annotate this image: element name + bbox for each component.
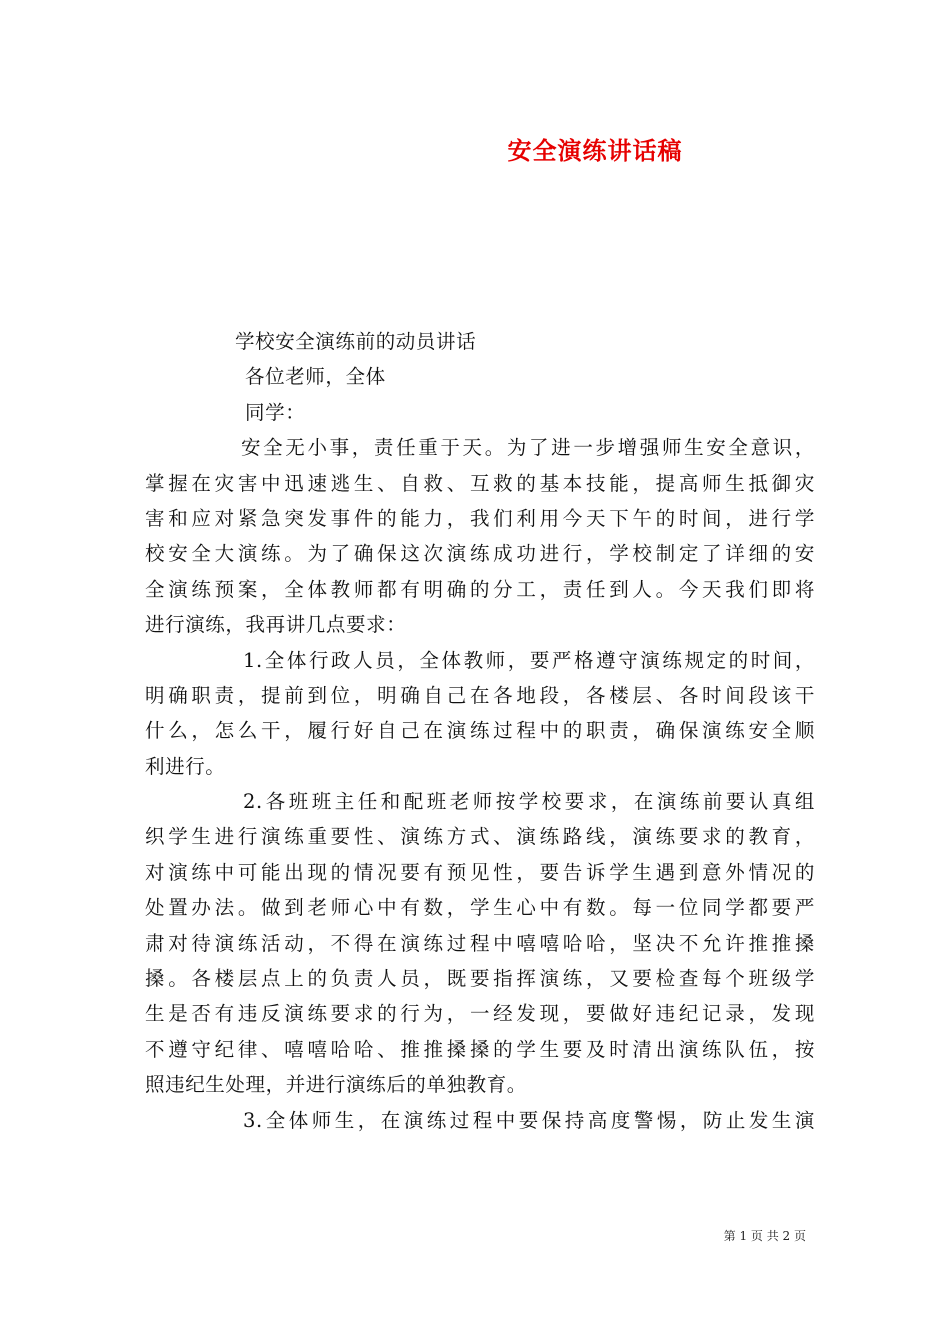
text-line: 搡。各楼层点上的负责人员，既要指挥演练，又要检查每个班级学: [145, 967, 815, 991]
text-line: 照违纪生处理，并进行演练后的单独教育。: [145, 1073, 527, 1097]
text-line: 什么，怎么干，履行好自己在演练过程中的职责，确保演练安全顺: [145, 719, 815, 743]
text-line: 明确职责，提前到位，明确自己在各地段，各楼层、各时间段该干: [145, 683, 815, 707]
text-line: 利进行。: [145, 754, 226, 778]
text-line: 全演练预案，全体教师都有明确的分工，责任到人。今天我们即将: [145, 577, 815, 601]
text-line: 安全无小事，责任重于天。为了进一步增强师生安全意识，: [241, 436, 815, 460]
text-line: 不遵守纪律、嘻嘻哈哈、推推搡搡的学生要及时清出演练队伍，按: [145, 1037, 815, 1061]
text-line: 害和应对紧急突发事件的能力，我们利用今天下午的时间，进行学: [145, 506, 815, 530]
text-line: 织学生进行演练重要性、演练方式、演练路线，演练要求的教育，: [145, 825, 815, 849]
text-line: 生是否有违反演练要求的行为，一经发现，要做好违纪记录，发现: [145, 1002, 815, 1026]
text-line: 肃对待演练活动，不得在演练过程中嘻嘻哈哈，坚决不允许推推搡: [145, 931, 815, 955]
page-footer: 第 1 页 共 2 页: [723, 1229, 806, 1243]
text-line: 掌握在灾害中迅速逃生、自救、互救的基本技能，提高师生抵御灾: [145, 471, 815, 495]
text-line: 处置办法。做到老师心中有数，学生心中有数。每一位同学都要严: [145, 896, 815, 920]
document-title: 安全演练讲话稿: [507, 137, 683, 165]
text-line: 学校安全演练前的动员讲话: [235, 330, 477, 353]
text-line: 各位老师，全体: [245, 365, 386, 389]
text-line: 进行演练，我再讲几点要求：: [145, 613, 407, 637]
text-line: 对演练中可能出现的情况要有预见性，要告诉学生遇到意外情况的: [145, 860, 815, 884]
text-line: 校安全大演练。为了确保这次演练成功进行，学校制定了详细的安: [145, 542, 815, 566]
document-body: [145, 324, 815, 1138]
text-line: 3.全体师生，在演练过程中要保持高度警惕，防止发生演: [243, 1108, 815, 1132]
text-line: 1.全体行政人员，全体教师，要严格遵守演练规定的时间，: [243, 648, 815, 672]
text-line: 2.各班班主任和配班老师按学校要求，在演练前要认真组: [243, 790, 815, 814]
text-line: 同学：: [245, 400, 306, 424]
